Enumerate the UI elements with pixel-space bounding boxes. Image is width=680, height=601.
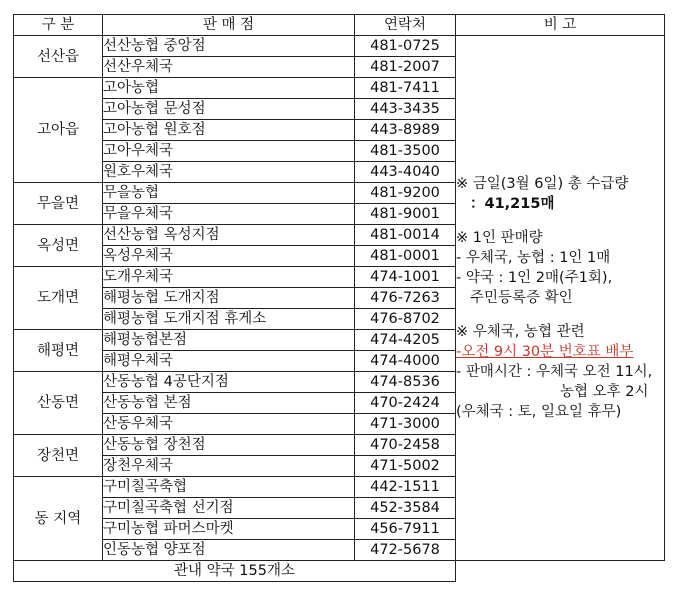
phone-cell: 476-7263 <box>355 288 456 309</box>
store-cell: 선산농협 중앙점 <box>103 36 355 57</box>
store-cell: 선산농협 옥성지점 <box>103 225 355 246</box>
store-cell: 옥성우체국 <box>103 246 355 267</box>
phone-cell: 472-5678 <box>355 540 456 561</box>
store-cell: 고아우체국 <box>103 141 355 162</box>
phone-cell: 481-2007 <box>355 57 456 78</box>
region-cell: 고아읍 <box>14 78 103 183</box>
store-cell: 산동농협 본점 <box>103 393 355 414</box>
region-cell: 산동면 <box>14 372 103 435</box>
pharmacy-count: 관내 약국 155개소 <box>14 561 456 582</box>
region-cell: 옥성면 <box>14 225 103 267</box>
store-cell: 고아농협 원호점 <box>103 120 355 141</box>
phone-cell: 481-0014 <box>355 225 456 246</box>
store-cell: 고아농협 <box>103 78 355 99</box>
note-spacer <box>456 308 664 322</box>
region-cell: 도개면 <box>14 267 103 330</box>
phone-cell: 481-0725 <box>355 36 456 57</box>
store-cell: 해평농협본점 <box>103 330 355 351</box>
region-cell: 해평면 <box>14 330 103 372</box>
header-row <box>14 15 665 36</box>
phone-cell: 481-9001 <box>355 204 456 225</box>
note-cell <box>456 36 665 561</box>
header-store: 판 매 점 <box>103 15 355 36</box>
phone-cell: 443-4040 <box>355 162 456 183</box>
store-cell: 고아농협 문성점 <box>103 99 355 120</box>
region-cell: 선산읍 <box>14 36 103 78</box>
header-region: 구 분 <box>14 15 103 36</box>
phone-cell: 471-5002 <box>355 456 456 477</box>
table-row <box>14 36 665 57</box>
region-cell: 동 지역 <box>14 477 103 561</box>
store-cell: 도개우체국 <box>103 267 355 288</box>
note-id-check: 주민등록증 확인 <box>470 290 573 306</box>
store-cell: 해평농협 도개지점 <box>103 288 355 309</box>
note-spacer <box>456 214 664 228</box>
store-cell: 구미농협 파머스마켓 <box>103 519 355 540</box>
note-limit-title: ※ 1인 판매량 <box>456 230 543 246</box>
store-cell: 구미칠곡축협 선기점 <box>103 498 355 519</box>
note-sales-time: - 판매시간 : 우체국 오전 11시, <box>456 364 653 380</box>
note-ticket-time: -오전 9시 30분 번호표 배부 <box>456 344 634 360</box>
phone-cell: 456-7911 <box>355 519 456 540</box>
mask-sales-table <box>13 14 665 582</box>
note-closed-days: (우체국 : 토, 일요일 휴무) <box>456 404 622 420</box>
store-cell: 산동우체국 <box>103 414 355 435</box>
phone-cell: 476-8702 <box>355 309 456 330</box>
store-cell: 산동농협 4공단지점 <box>103 372 355 393</box>
store-cell: 무을우체국 <box>103 204 355 225</box>
note-limit-post: - 우체국, 농협 : 1인 1매 <box>456 250 611 266</box>
header-phone: 연락처 <box>355 15 456 36</box>
phone-cell: 442-1511 <box>355 477 456 498</box>
store-cell: 선산우체국 <box>103 57 355 78</box>
store-cell: 산동농협 장천점 <box>103 435 355 456</box>
region-cell: 무을면 <box>14 183 103 225</box>
store-cell: 구미칠곡축협 <box>103 477 355 498</box>
note-post-title: ※ 우체국, 농협 관련 <box>456 324 585 340</box>
store-cell: 원호우체국 <box>103 162 355 183</box>
store-cell: 인동농협 양포점 <box>103 540 355 561</box>
region-cell: 장천면 <box>14 435 103 477</box>
store-cell: 해평우체국 <box>103 351 355 372</box>
phone-cell: 481-7411 <box>355 78 456 99</box>
phone-cell: 481-0001 <box>355 246 456 267</box>
phone-cell: 470-2424 <box>355 393 456 414</box>
phone-cell: 474-1001 <box>355 267 456 288</box>
phone-cell: 443-8989 <box>355 120 456 141</box>
phone-cell: 481-3500 <box>355 141 456 162</box>
note-limit-pharmacy: - 약국 : 1인 2매(주1회), <box>456 270 613 286</box>
note-supply-title: ※ 금일(3월 6일) 총 수급량 <box>456 176 629 192</box>
phone-cell: 474-4205 <box>355 330 456 351</box>
store-cell: 무을농협 <box>103 183 355 204</box>
store-cell: 장천우체국 <box>103 456 355 477</box>
store-cell: 해평농협 도개지점 휴게소 <box>103 309 355 330</box>
phone-cell: 474-8536 <box>355 372 456 393</box>
phone-cell: 470-2458 <box>355 435 456 456</box>
note-supply-count: ：41,215매 <box>470 196 555 212</box>
header-note: 비 고 <box>456 15 665 36</box>
phone-cell: 443-3435 <box>355 99 456 120</box>
footer-row <box>14 561 665 582</box>
note-nonghyup-time: 농협 오후 2시 <box>560 384 649 400</box>
phone-cell: 481-9200 <box>355 183 456 204</box>
phone-cell: 452-3584 <box>355 498 456 519</box>
phone-cell: 474-4000 <box>355 351 456 372</box>
phone-cell: 471-3000 <box>355 414 456 435</box>
